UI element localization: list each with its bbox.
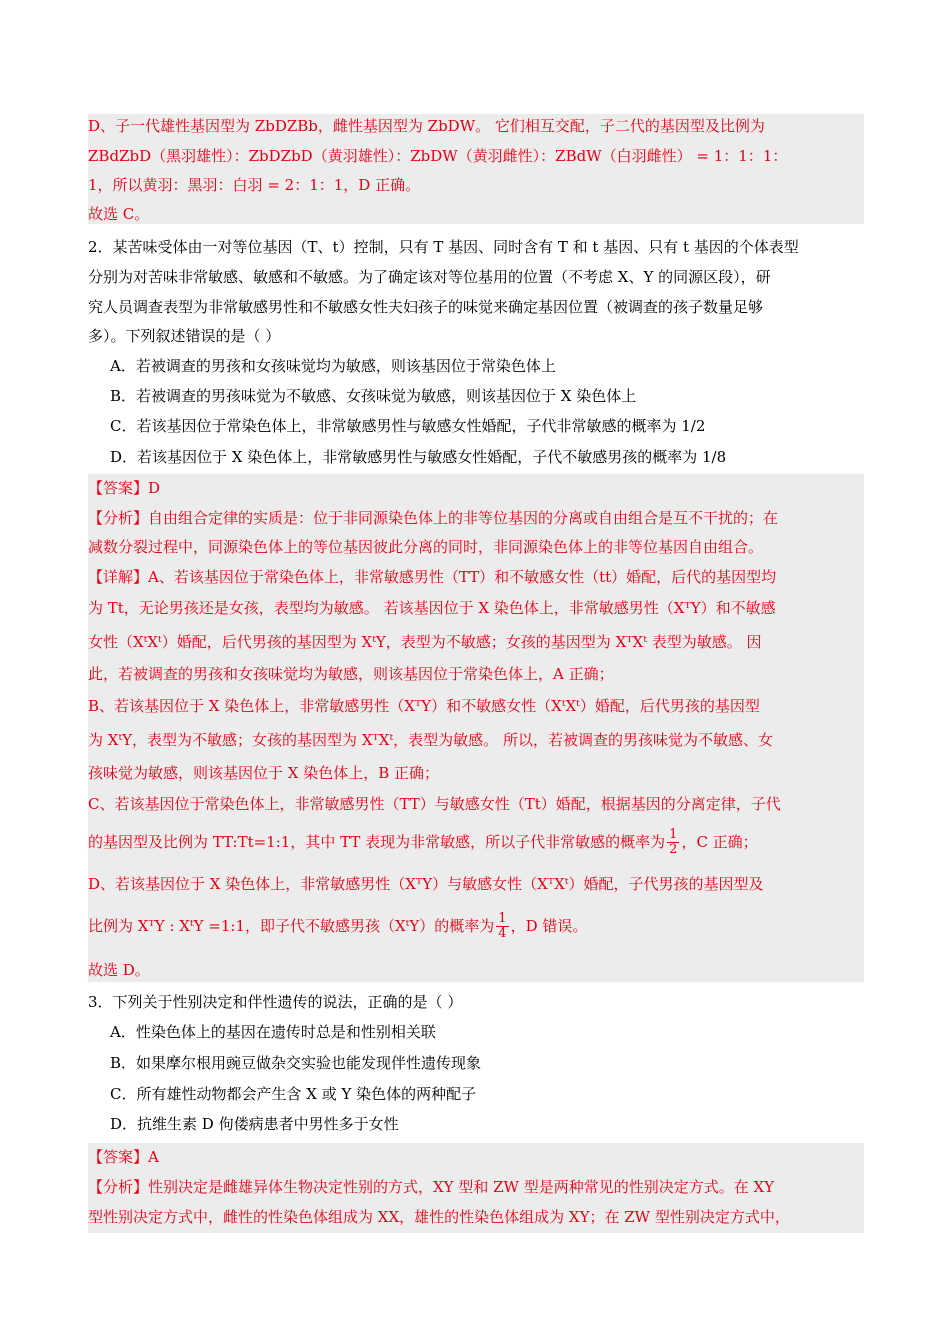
question-2-option-d: D．若该基因位于 X 染色体上，非常敏感男性与敏感女性婚配，子代不敏感男孩的概率为 1/8 (110, 448, 727, 466)
question-2-option-b: B．若被调查的男孩味觉为不敏感、女孩味觉为敏感，则该基因位于 X 染色体上 (110, 387, 637, 405)
detail-line: C、若该基因位于常染色体上，非常敏感男性（TT）与敏感女性（Tt）婚配，根据基因的分离定律，子代 (88, 795, 781, 813)
detail-line: 孩味觉为敏感，则该基因位于 X 染色体上，B 正确； (88, 764, 440, 782)
analysis-line: 【分析】自由组合定律的实质是：位于非同源染色体上的非等位基因的分离或自由组合是互不干扰的；在 (88, 509, 779, 527)
question-2-stem: 分别为对苦味非常敏感、敏感和不敏感。为了确定该对等位基用的位置（不考虑 X、Y 的同源区段），研 (88, 268, 771, 286)
detail-conclusion: 故选 D。 (88, 961, 150, 979)
answer-label: 【答案】D (88, 479, 161, 497)
question-3-stem: 3．下列关于性别决定和伴性遗传的说法，正确的是（ ） (88, 993, 463, 1011)
question-3-option-c: C．所有雄性动物都会产生含 X 或 Y 染色体的两种配子 (110, 1085, 477, 1103)
prev-answer-conclusion: 故选 C。 (88, 205, 150, 223)
detail-text: ，C 正确； (681, 833, 758, 851)
answer-label: 【答案】A (88, 1148, 159, 1166)
fraction-denominator: 2 (669, 841, 678, 857)
detail-text: ，D 错误。 (510, 917, 588, 935)
fraction-numerator: 1 (498, 910, 507, 926)
analysis-line: 型性别决定方式中，雌性的性染色体组成为 XX，雄性的性染色体组成为 XY；在 ZW 型性别决定方式中， (88, 1208, 790, 1226)
question-3-solution (88, 1143, 864, 1233)
detail-line: 为 XᵗY，表型为不敏感；女孩的基因型为 XᵀXᵗ，表型为敏感。 所以，若被调查的男孩味觉为不敏感、女 (88, 731, 773, 749)
question-2-stem: 2．某苦味受体由一对等位基因（T、t）控制，只有 T 基因、同时含有 T 和 t 基因、只有 t 基因的个体表型 (88, 238, 799, 256)
detail-line-with-fraction (88, 908, 587, 944)
question-3-option-b: B．如果摩尔根用豌豆做杂交实验也能发现伴性遗传现象 (110, 1054, 482, 1072)
question-2-stem: 究人员调查表型为非常敏感男性和不敏感女性夫妇孩子的味觉来确定基因位置（被调查的孩子数量足够 (88, 298, 764, 316)
question-2-solution (88, 474, 864, 982)
analysis-line: 【分析】性别决定是雌雄异体生物决定性别的方式，XY 型和 ZW 型是两种常见的性别决定方式。在 XY (88, 1178, 775, 1196)
detail-line: B、若该基因位于 X 染色体上，非常敏感男性（XᵀY）和不敏感女性（XᵗXᵗ）婚配，后代男孩的基因型 (88, 697, 760, 715)
question-3-option-a: A．性染色体上的基因在遗传时总是和性别相关联 (110, 1023, 436, 1041)
prev-answer-block (88, 114, 864, 224)
detail-line: 【详解】A、若该基因位于常染色体上，非常敏感男性（TT）和不敏感女性（tt）婚配，后代的基因型均 (88, 568, 777, 586)
question-3-option-d: D．抗维生素 D 佝偻病患者中男性多于女性 (110, 1115, 399, 1133)
fraction-one-quarter (496, 912, 508, 941)
detail-line-with-fraction (88, 826, 758, 858)
fraction-denominator: 4 (498, 925, 507, 941)
detail-text: 的基因型及比例为 TT:Tt=1:1，其中 TT 表现为非常敏感，所以子代非常敏感的概率为 (88, 833, 666, 851)
detail-line: D、若该基因位于 X 染色体上，非常敏感男性（XᵀY）与敏感女性（XᵀXᵗ）婚配，子代男孩的基因型及 (88, 875, 764, 893)
fraction-numerator: 1 (669, 826, 678, 842)
detail-text: 比例为 XᵀY : XᵗY =1:1，即子代不敏感男孩（XᵗY）的概率为 (88, 917, 495, 935)
prev-answer-line: 1，所以黄羽：黑羽：白羽 = 2：1：1，D 正确。 (88, 176, 421, 194)
analysis-line: 减数分裂过程中，同源染色体上的等位基因彼此分离的同时，非同源染色体上的非等位基因自由组合。 (88, 538, 764, 556)
prev-answer-line: ZBdZbD（黑羽雄性）：ZbDZbD（黄羽雄性）：ZbDW（黄羽雌性）：ZBdW（白羽雌性） = 1：1：1： (88, 147, 788, 165)
question-2-option-a: A．若被调查的男孩和女孩味觉均为敏感，则该基因位于常染色体上 (110, 357, 556, 375)
question-2-option-c: C．若该基因位于常染色体上，非常敏感男性与敏感女性婚配，子代非常敏感的概率为 1/2 (110, 417, 706, 435)
detail-line: 女性（XᵗXᵗ）婚配，后代男孩的基因型为 XᵗY，表型为不敏感；女孩的基因型为 XᵀXᵗ 表型为敏感。 因 (88, 633, 762, 651)
detail-line: 为 Tt，无论男孩还是女孩，表型均为敏感。 若该基因位于 X 染色体上，非常敏感男性（XᵀY）和不敏感 (88, 599, 776, 617)
prev-answer-line: D、子一代雄性基因型为 ZbDZBb，雌性基因型为 ZbDW。 它们相互交配，子二代的基因型及比例为 (88, 117, 765, 135)
detail-line: 此，若被调查的男孩和女孩味觉均为敏感，则该基因位于常染色体上，A 正确； (88, 665, 614, 683)
fraction-one-half (667, 828, 679, 857)
question-2-stem: 多）。下列叙述错误的是（ ） (88, 327, 281, 345)
